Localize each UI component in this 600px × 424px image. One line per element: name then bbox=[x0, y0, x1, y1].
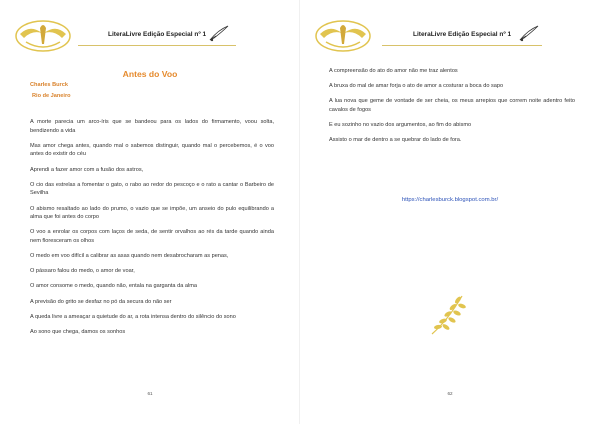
quill-icon bbox=[518, 24, 540, 42]
header-rule bbox=[382, 45, 542, 46]
poem-title: Antes do Voo bbox=[122, 69, 178, 79]
verse: Aprendi a fazer amor com a fusão dos astros, bbox=[30, 166, 144, 173]
poem-body bbox=[30, 118, 274, 343]
verse: O abismo resaltado ao lado do prumo, o vazio que se impõe, um anseio do pulo equilibrando a alma que foi antes do corpo bbox=[30, 205, 274, 221]
verse: Mas amor chega antes, quando mal o sabemos distinguir, quando mal o percebemos, é o voo antes do existir do céu bbox=[30, 142, 274, 158]
verse: E eu sozinho no vazio dos argumentos, ao fim do abismo bbox=[329, 122, 472, 129]
poem-body-continued bbox=[329, 67, 575, 152]
header-rule bbox=[78, 45, 236, 46]
verse: O voo a enrolar os corpos com laços de seda, de sentir orvalhos ao rés da tarde quando ainda nem floresceram os olhos bbox=[30, 229, 274, 244]
verse: O amor consome o medo, quando não, entala na garganta da alma bbox=[30, 283, 197, 290]
page-number: 62 bbox=[447, 391, 453, 396]
quill-icon bbox=[208, 24, 230, 42]
right-page bbox=[300, 0, 600, 424]
verse: A previsão do grito se desfaz no pó da secura do não ser bbox=[30, 298, 172, 305]
verse: O cio das estrelas a fomentar o gato, o rabo ao redor do pescoço e o rato a cantar o Barbeiro de Sevilha bbox=[30, 181, 274, 197]
verse: A queda livre a ameaçar a quietude do ar, a rota intensa dentro do silêncio do sono bbox=[30, 313, 236, 320]
header-title: LiteraLivre Edição Especial nº 1 bbox=[108, 31, 207, 38]
verse: A morte parecia um arco-íris que se bandeou para os lados do firmamento, voou solta, bendizendo a vida bbox=[30, 119, 274, 134]
verse: Assisto o mar de dentro a se quebrar do lado de fora. bbox=[329, 137, 462, 144]
author-city: Rio de Janeiro bbox=[32, 93, 71, 99]
verse: A lua nova que geme de vontade de ser cheia, os meus arrepios que correm noite adentro feito cavalos de fogos bbox=[329, 98, 575, 113]
verse: A compreensão do ato do amor não me traz alentos bbox=[329, 68, 458, 74]
page-number: 61 bbox=[147, 391, 153, 396]
blog-link[interactable]: https://charlesburck.blogspot.com.br/ bbox=[401, 197, 499, 203]
author-name: Charles Burck bbox=[30, 82, 68, 88]
header-title: LiteraLivre Edição Especial nº 1 bbox=[413, 31, 512, 38]
verse: O pássaro falou do medo, o amor de voar, bbox=[30, 268, 135, 275]
winged-emblem-icon bbox=[14, 18, 72, 54]
laurel-branch-icon bbox=[422, 290, 478, 340]
verse: Ao sono que chega, damos os sonhos bbox=[30, 329, 126, 336]
verse: A bruxa do mal de amar forja o ato de amor a costurar a boca do sapo bbox=[329, 83, 504, 90]
verse: O medo em voo difícil a calibrar as asas quando nem desabrocharam as penas, bbox=[30, 253, 229, 260]
winged-emblem-icon bbox=[314, 18, 372, 54]
